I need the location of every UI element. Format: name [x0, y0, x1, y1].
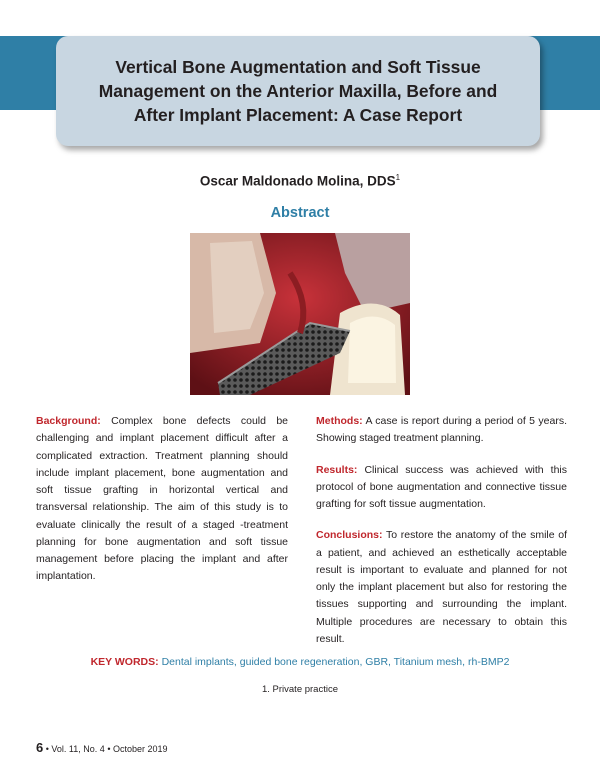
author-name: Oscar Maldonado Molina, DDS — [199, 173, 396, 189]
results-text: Clinical success was achieved with this protocol of bone augmentation and connective tissue grafting for soft tissue augmentation. — [316, 463, 567, 510]
footnote: 1. Private practice — [261, 684, 339, 695]
background-paragraph — [36, 413, 288, 586]
author-affiliation-mark: 1 — [395, 173, 401, 182]
page-number: 6 — [36, 740, 44, 755]
results-paragraph — [316, 462, 567, 514]
keywords-label: KEY WORDS: — [90, 656, 159, 668]
title-box — [56, 36, 540, 146]
background-text: Complex bone defects could be challenging and implant placement difficult after a complicated extraction. Treatment planning should include implant placement, bone augmentation and soft tissue grafting in horizontal vertical and transversal relationship. The aim of this study is to evaluate clinically the result of a staged -treatment planning for bone augmentation and soft tissue management before placing the implant and after implantation. — [36, 415, 289, 583]
clinical-photo-titanium-mesh-icon — [190, 233, 410, 395]
conclusions-text: To restore the anatomy of the smile of a patient, and achieved an esthetically acceptable result is important to evaluate and planned for not only the implant placement but also for restoring the tissues supporting and surrounding the implant. Multiple procedures are necessary to obtain this result. — [316, 529, 568, 645]
keywords-text: Dental implants, guided bone regeneration, GBR, Titanium mesh, rh-BMP2 — [161, 656, 510, 668]
footer-separator: • — [45, 744, 49, 754]
background-label: Background: — [36, 415, 101, 427]
article-title: Vertical Bone Augmentation and Soft Tissue Management on the Anterior Maxilla, Before and After Implant Placement: A Case Report — [98, 57, 498, 125]
methods-paragraph — [316, 413, 567, 448]
results-label: Results: — [316, 463, 358, 476]
journal-volume: Vol. 11, No. 4 — [51, 744, 105, 754]
issue-date: October 2019 — [112, 744, 168, 754]
abstract-heading: Abstract — [270, 205, 330, 221]
conclusions-label: Conclusions: — [316, 529, 383, 542]
page-footer — [36, 740, 168, 755]
methods-label: Methods: — [316, 415, 363, 427]
abstract-left-column — [36, 413, 288, 600]
conclusions-paragraph — [316, 527, 567, 648]
keywords-line — [0, 656, 600, 668]
abstract-right-column — [316, 413, 567, 662]
footer-separator: • — [107, 744, 111, 754]
author-line — [0, 173, 600, 189]
methods-text: A case is report during a period of 5 years. Showing staged treatment planning. — [316, 415, 567, 445]
clinical-photo — [190, 233, 410, 395]
